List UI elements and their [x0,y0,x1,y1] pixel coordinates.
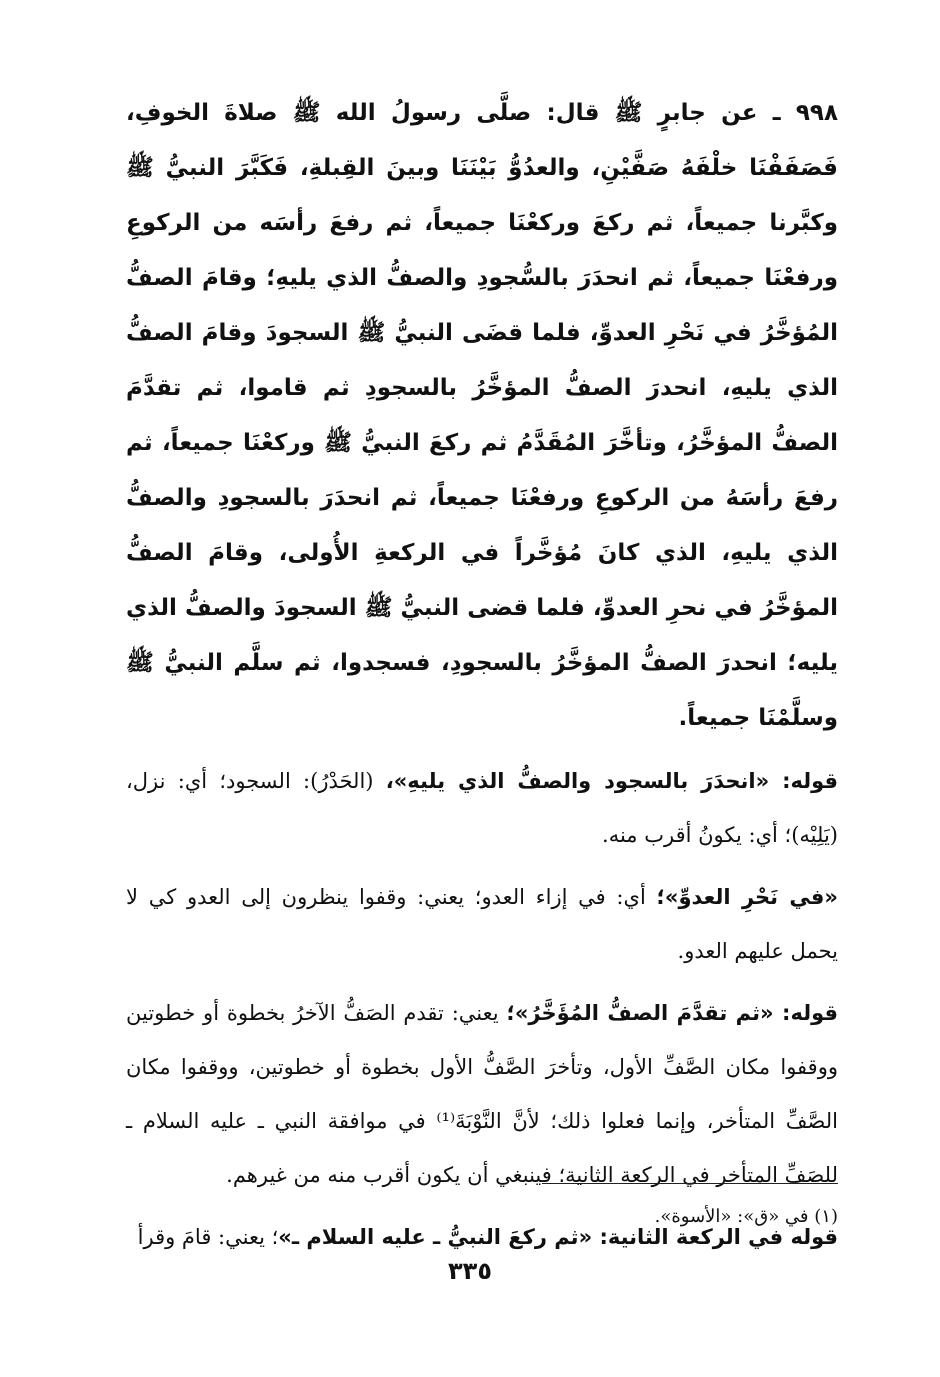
commentary-lead: قوله: «انحدَرَ بالسجود والصفُّ الذي يليهِ»، [385,769,838,793]
commentary-lead: قوله: «ثم تقدَّمَ الصفُّ المُؤَخَّرُ»؛ [506,1001,838,1025]
footnote-divider [542,1183,838,1184]
commentary-lead: قوله في الركعة الثانية: [599,1225,838,1249]
commentary-body: يعني: تقدم الصَفُّ الآخرُ بخطوة أو خطوتين ووقفوا مكان الصَّفِّ الأول، وتأخرَ الصَّفُّ الأول بخطوة أو خطوتين، ووقفوا مكان الصَّفِّ المتأخر، وإنما فعلوا ذلك؛ لأنَّ النَّوْبَةَ⁽¹⁾ في موافقة النبي ـ عليه السلام ـ للصَفِّ المتأخر في الركعة الثانية؛ فينبغي أن يكون أقرب منه من غيرهم. [126,1001,838,1187]
footnote: (١) في «ق»: «الأسوة». [654,1206,838,1227]
commentary-lead: «في نَحْرِ العدوِّ»؛ [656,885,838,909]
commentary-body: (الحَدْرُ): السجود؛ أي: نزل، (يَلِيْه)؛ أي: يكونُ أقرب منه. [126,769,838,847]
hadith-text: ٩٩٨ ـ عن جابرٍ ﷺ قال: صلَّى رسولُ الله ﷺ صلاةَ الخوفِ، فَصَفَفْنَا خلْفَهُ صَفَّيْنِ، والعدُوُّ بَيْنَنَا وبينَ القِبلةِ، فَكَبَّرَ النبيُّ ﷺ وكبَّرنا جميعاً، ثم ركعَ وركعْنَا جميعاً، ثم رفعَ رأسَه من الركوعِ ورفعْنَا جميعاً، ثم انحدَرَ بالسُّجودِ والصفُّ الذي يليهِ؛ وقامَ الصفُّ المُؤخَّرُ في نَحْرِ العدوِّ، فلما قضَى النبيُّ ﷺ السجودَ وقامَ الصفُّ الذي يليهِ، انحدرَ الصفُّ المؤخَّرُ بالسجودِ ثم قاموا، ثم تقدَّمَ الصفُّ المؤخَّرُ، وتأخَّرَ المُقَدَّمُ ثم ركعَ النبيُّ ﷺ وركعْنَا جميعاً، ثم رفعَ رأسَهُ من الركوعِ ورفعْنَا جميعاً، ثم انحدَرَ بالسجودِ والصفُّ الذي يليهِ، الذي كانَ مُؤخَّراً في الركعةِ الأُولى، وقامَ الصفُّ المؤخَّرُ في نحرِ العدوِّ، فلما قضى النبيُّ ﷺ السجودَ والصفُّ الذي يليه؛ انحدرَ الصفُّ المؤخَّرُ بالسجودِ، فسجدوا، ثم سلَّم النبيُّ ﷺ وسلَّمْنَا جميعاً. [126,100,838,731]
commentary-quote: «ثم ركعَ النبيُّ ـ عليه السلام ـ» [278,1225,600,1249]
commentary-body: أي: في إزاء العدو؛ يعني: وقفوا ينظرون إلى العدو كي لا يحمل عليهم العدو. [126,885,838,963]
page-number: ٣٣٥ [448,1257,492,1285]
commentary-paragraph [126,986,838,1202]
commentary-paragraph [126,754,838,862]
commentary-body: ؛ يعني: قامَ وقرأ [137,1225,279,1249]
commentary-paragraph [126,870,838,978]
